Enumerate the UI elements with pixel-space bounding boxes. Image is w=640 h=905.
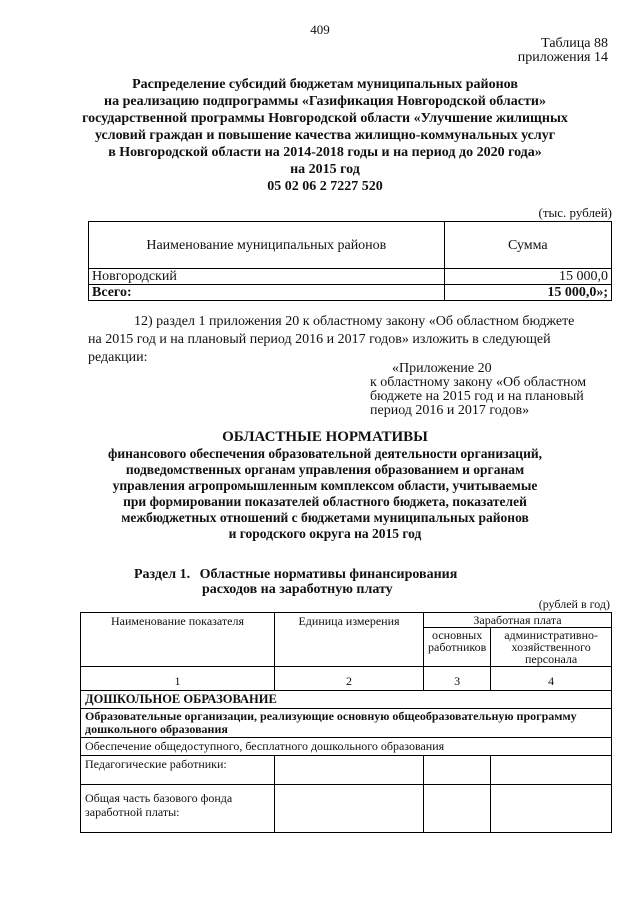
subheading-line: подведомственных органам управления образованием и органам [125, 462, 525, 477]
title-line: на реализацию подпрограммы «Газификация Новгородской области» [104, 94, 546, 109]
subheading-line: при формировании показателей областного бюджета, показателей [123, 494, 527, 509]
subheading-line: финансового обеспечения образовательной деятельности организаций, [107, 446, 543, 461]
row-cell [275, 785, 424, 833]
column-number: 3 [424, 667, 491, 691]
provision-description: Обеспечение общедоступного, бесплатного дошкольного образования [81, 738, 612, 756]
appendix-line: к областному закону «Об областном [370, 375, 587, 390]
paragraph-line: на 2015 год и на плановый период 2016 и 2017 годов» изложить в следующей [88, 332, 551, 347]
column-header-unit: Единица измерения [275, 613, 424, 667]
appendix-line: период 2016 и 2017 годов» [370, 403, 530, 418]
total-value: 15 000,0»; [444, 285, 611, 301]
table-row [81, 756, 612, 785]
subheading-line: и городского округа на 2015 год [228, 526, 422, 541]
row-cell [424, 756, 491, 785]
column-number: 4 [491, 667, 612, 691]
amendment-paragraph [88, 313, 606, 367]
total-row [89, 285, 612, 301]
title-line: Распределение субсидий бюджетам муниципальных районов [132, 77, 518, 92]
norms-table [80, 612, 612, 833]
section-title-line: расходов на заработную плату [202, 582, 393, 597]
table-reference [518, 37, 608, 65]
section-subheading [60, 446, 590, 542]
column-number-row [81, 667, 612, 691]
column-number: 2 [275, 667, 424, 691]
subsidy-table [88, 221, 612, 301]
column-header-name: Наименование показателя [81, 613, 275, 667]
total-label: Всего: [89, 285, 445, 301]
table-row [89, 269, 612, 285]
provision-row [81, 738, 612, 756]
column-header-salary: Заработная плата [424, 613, 612, 628]
table-header-row [89, 222, 612, 269]
paragraph-line: 12) раздел 1 приложения 20 к областному закону «Об областном бюджете [134, 314, 575, 329]
section-heading: ОБЛАСТНЫЕ НОРМАТИВЫ [222, 429, 428, 445]
appendix-reference [370, 362, 610, 418]
column-header-main-workers: основных работников [424, 628, 491, 667]
subheading-line: управления агропромышленным комплексом области, учитываемые [112, 478, 538, 493]
section-row [81, 691, 612, 709]
table2-unit: (рублей в год) [538, 597, 610, 611]
row-name: Общая часть базового фонда заработной платы: [81, 785, 275, 833]
municipality-name: Новгородский [89, 269, 445, 285]
title-line: на 2015 год [290, 162, 360, 177]
document-title [60, 76, 590, 195]
table-reference-line: приложения 14 [517, 50, 608, 65]
subheading-line: межбюджетных отношений с бюджетами муниципальных районов [121, 510, 529, 525]
table1-unit: (тыс. рублей) [538, 205, 612, 220]
section-title-line: Областные нормативы финансирования [199, 567, 458, 582]
row-name: Педагогические работники: [81, 756, 275, 785]
preschool-section-label: ДОШКОЛЬНОЕ ОБРАЗОВАНИЕ [81, 691, 612, 709]
organization-description: Образовательные организации, реализующие основную общеобразовательную программу дошкольного образования [81, 709, 612, 738]
title-line: государственной программы Новгородской области «Улучшение жилищных [82, 111, 568, 126]
column-header-municipality: Наименование муниципальных районов [89, 222, 445, 269]
section-title [134, 567, 457, 597]
row-cell [275, 756, 424, 785]
row-cell [424, 785, 491, 833]
municipality-sum: 15 000,0 [444, 269, 611, 285]
row-cell [491, 785, 612, 833]
section-label: Раздел 1. [134, 567, 191, 582]
title-line: условий граждан и повышение качества жилищно-коммунальных услуг [94, 128, 556, 143]
appendix-line: бюджете на 2015 год и на плановый [370, 389, 584, 404]
appendix-line: «Приложение 20 [392, 361, 492, 376]
paragraph-line: редакции: [88, 350, 148, 365]
organization-row [81, 709, 612, 738]
table-row [81, 785, 612, 833]
column-number: 1 [81, 667, 275, 691]
column-header-sum: Сумма [444, 222, 611, 269]
table-reference-line: Таблица 88 [541, 36, 608, 51]
budget-code: 05 02 06 2 7227 520 [267, 179, 383, 194]
table-header-row [81, 613, 612, 628]
column-header-admin-staff: административно-хозяйственного персонала [491, 628, 612, 667]
title-line: в Новгородской области на 2014-2018 годы и на период до 2020 года» [108, 145, 542, 160]
page-number: 409 [310, 22, 330, 37]
row-cell [491, 756, 612, 785]
